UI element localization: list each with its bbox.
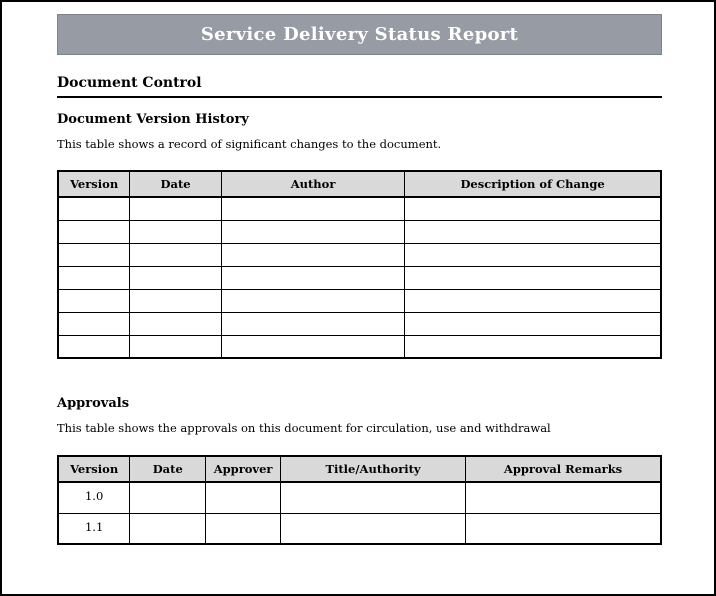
table-cell: [58, 220, 130, 243]
table-cell: [221, 220, 404, 243]
title-banner: [57, 14, 662, 55]
table-row: [58, 266, 661, 289]
version-history-heading: Document Version History: [57, 112, 249, 127]
table-cell: [58, 289, 130, 312]
table-row: [58, 482, 661, 513]
approvals-heading: Approvals: [57, 396, 130, 411]
table-cell: [405, 220, 661, 243]
table-cell: [58, 335, 130, 358]
table-cell: [58, 312, 130, 335]
table-cell: [221, 243, 404, 266]
version-cell: 1.0: [58, 482, 130, 513]
version-history-description: This table shows a record of significant changes to the document.: [57, 137, 442, 151]
column-header-approver: Approver: [206, 456, 281, 482]
table-cell: [58, 266, 130, 289]
version-history-table: [57, 170, 662, 359]
version-cell: 1.1: [58, 513, 130, 544]
document-content: [57, 14, 662, 545]
table-cell: [221, 335, 404, 358]
table-cell: [466, 513, 661, 544]
table-cell: [405, 335, 661, 358]
table-cell: [130, 197, 222, 220]
column-header-date: Date: [130, 456, 206, 482]
table-row: [58, 513, 661, 544]
table-cell: [280, 513, 465, 544]
table-cell: [130, 312, 222, 335]
table-cell: [405, 312, 661, 335]
column-header-description: Description of Change: [405, 171, 661, 197]
table-cell: [130, 335, 222, 358]
column-header-version: Version: [58, 456, 130, 482]
table-cell: [221, 266, 404, 289]
table-cell: [130, 482, 206, 513]
table-cell: [221, 312, 404, 335]
approvals-description: This table shows the approvals on this document for circulation, use and withdrawal: [57, 421, 551, 435]
document-control-heading: Document Control: [57, 75, 662, 98]
column-header-approval-remarks: Approval Remarks: [466, 456, 661, 482]
table-cell: [130, 243, 222, 266]
table-cell: [130, 266, 222, 289]
table-cell: [405, 197, 661, 220]
column-header-author: Author: [221, 171, 404, 197]
table-row: [58, 312, 661, 335]
approvals-header-row: [58, 456, 661, 482]
table-cell: [130, 220, 222, 243]
table-cell: [130, 513, 206, 544]
column-header-title-authority: Title/Authority: [280, 456, 465, 482]
table-cell: [405, 289, 661, 312]
table-cell: [58, 243, 130, 266]
table-cell: [405, 266, 661, 289]
approvals-table: [57, 455, 662, 545]
table-cell: [58, 197, 130, 220]
version-history-header-row: [58, 171, 661, 197]
table-row: [58, 243, 661, 266]
table-cell: [221, 197, 404, 220]
table-cell: [130, 289, 222, 312]
table-cell: [280, 482, 465, 513]
table-cell: [466, 482, 661, 513]
page-title: Service Delivery Status Report: [200, 24, 519, 45]
table-row: [58, 289, 661, 312]
column-header-date: Date: [130, 171, 222, 197]
table-cell: [206, 513, 281, 544]
column-header-version: Version: [58, 171, 130, 197]
table-cell: [405, 243, 661, 266]
table-row: [58, 335, 661, 358]
table-row: [58, 197, 661, 220]
table-row: [58, 220, 661, 243]
table-cell: [221, 289, 404, 312]
table-cell: [206, 482, 281, 513]
